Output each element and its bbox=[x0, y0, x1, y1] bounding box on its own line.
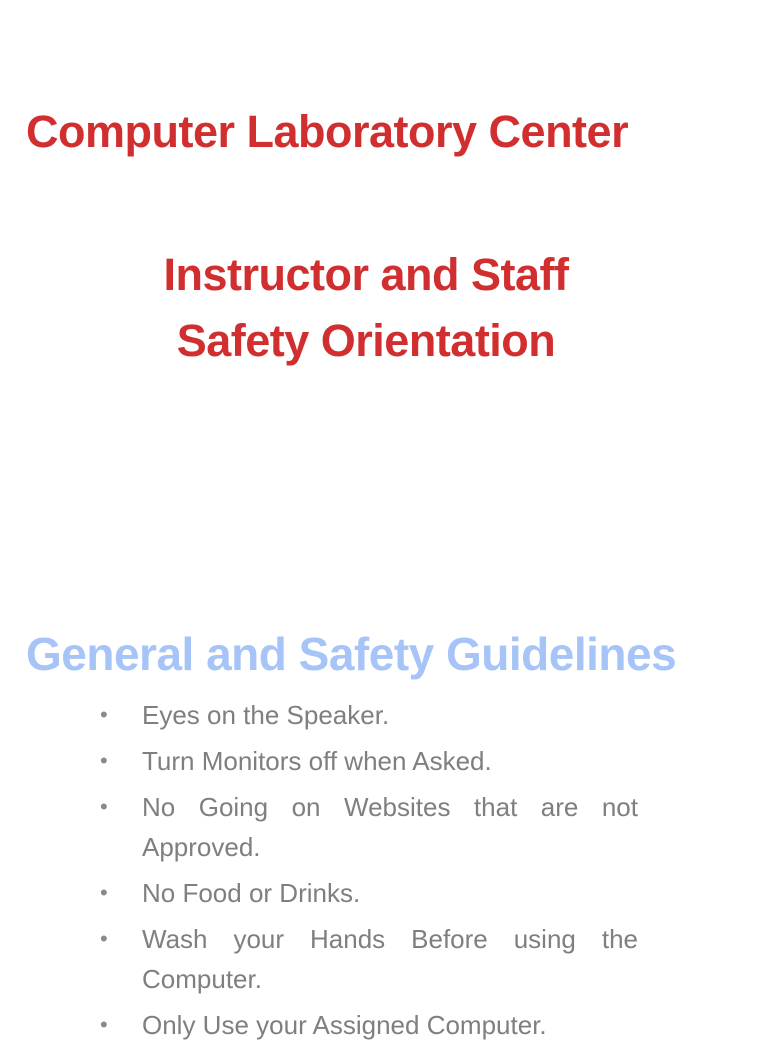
list-item bbox=[98, 787, 638, 867]
list-item-text: Wash your Hands Before using the Computer. bbox=[142, 924, 638, 994]
list-item bbox=[98, 919, 638, 999]
list-item-text: Turn Monitors off when Asked. bbox=[142, 746, 492, 776]
bullet-icon: • bbox=[100, 1012, 108, 1037]
list-item bbox=[98, 741, 638, 781]
list-item bbox=[98, 873, 638, 913]
subtitle-line-2: Safety Orientation bbox=[176, 315, 556, 366]
bullet-icon: • bbox=[100, 702, 108, 727]
list-item-text: Only Use your Assigned Computer. bbox=[142, 1010, 547, 1040]
list-item-text: No Food or Drinks. bbox=[142, 878, 361, 908]
guidelines-list bbox=[98, 695, 638, 1051]
list-item bbox=[98, 1005, 638, 1045]
lab-center-title: Computer Laboratory Center bbox=[26, 106, 629, 157]
subtitle-line-1: Instructor and Staff bbox=[163, 249, 569, 300]
list-item-text: No Going on Websites that are not Approved. bbox=[142, 792, 638, 862]
bullet-icon: • bbox=[100, 794, 108, 819]
list-item-text: Eyes on the Speaker. bbox=[142, 700, 390, 730]
list-item bbox=[98, 695, 638, 735]
guidelines-heading: General and Safety Guidelines bbox=[26, 628, 677, 680]
bullet-icon: • bbox=[100, 880, 108, 905]
orientation-subtitle bbox=[0, 242, 732, 374]
bullet-icon: • bbox=[100, 926, 108, 951]
bullet-icon: • bbox=[100, 748, 108, 773]
